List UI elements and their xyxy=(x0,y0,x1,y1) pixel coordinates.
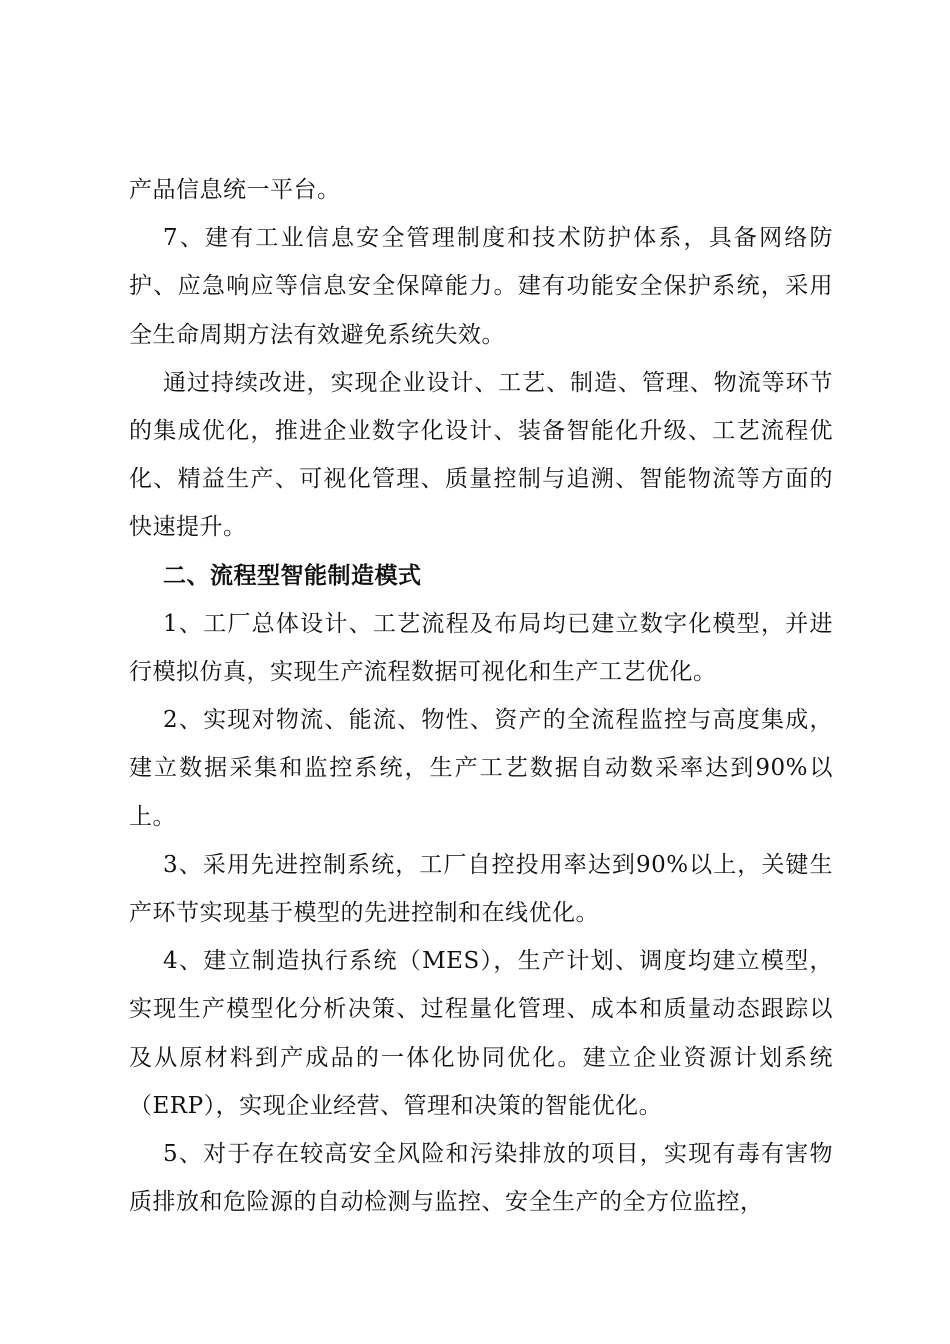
paragraph-continuous-improvement: 通过持续改进，实现企业设计、工艺、制造、管理、物流等环节的集成优化，推进企业数字化设计、装备智能化升级、工艺流程优化、精益生产、可视化管理、质量控制与追溯、智能物流等方面的快速提升。 xyxy=(129,369,833,541)
paragraph-item-4: 4、建立制造执行系统（MES），生产计划、调度均建立模型，实现生产模型化分析决策、过程量化管理、成本和质量动态跟踪以及从原材料到产成品的一体化协同优化。建立企业资源计划系统（ERP），实现企业经营、管理和决策的智能优化。 xyxy=(129,948,833,1119)
paragraph-item-3: 3、采用先进控制系统，工厂自控投用率达到90%以上，关键生产环节实现基于模型的先进控制和在线优化。 xyxy=(129,851,833,927)
paragraph-continuation: 产品信息统一平台。 xyxy=(129,177,341,203)
paragraph-item-1: 1、工厂总体设计、工艺流程及布局均已建立数字化模型，并进行模拟仿真，实现生产流程数据可视化和生产工艺优化。 xyxy=(129,610,833,686)
document-body xyxy=(129,166,833,1226)
paragraph-item-5: 5、对于存在较高安全风险和污染排放的项目，实现有毒有害物质排放和危险源的自动检测与监控、安全生产的全方位监控， xyxy=(129,1141,833,1216)
section-heading: 二、流程型智能制造模式 xyxy=(163,562,422,589)
paragraph-item-7: 7、建有工业信息安全管理制度和技术防护体系，具备网络防护、应急响应等信息安全保障能力。建有功能安全保护系统，采用全生命周期方法有效避免系统失效。 xyxy=(129,225,833,348)
paragraph-item-2: 2、实现对物流、能流、物性、资产的全流程监控与高度集成，建立数据采集和监控系统，生产工艺数据自动数采率达到90%以上。 xyxy=(129,707,833,830)
